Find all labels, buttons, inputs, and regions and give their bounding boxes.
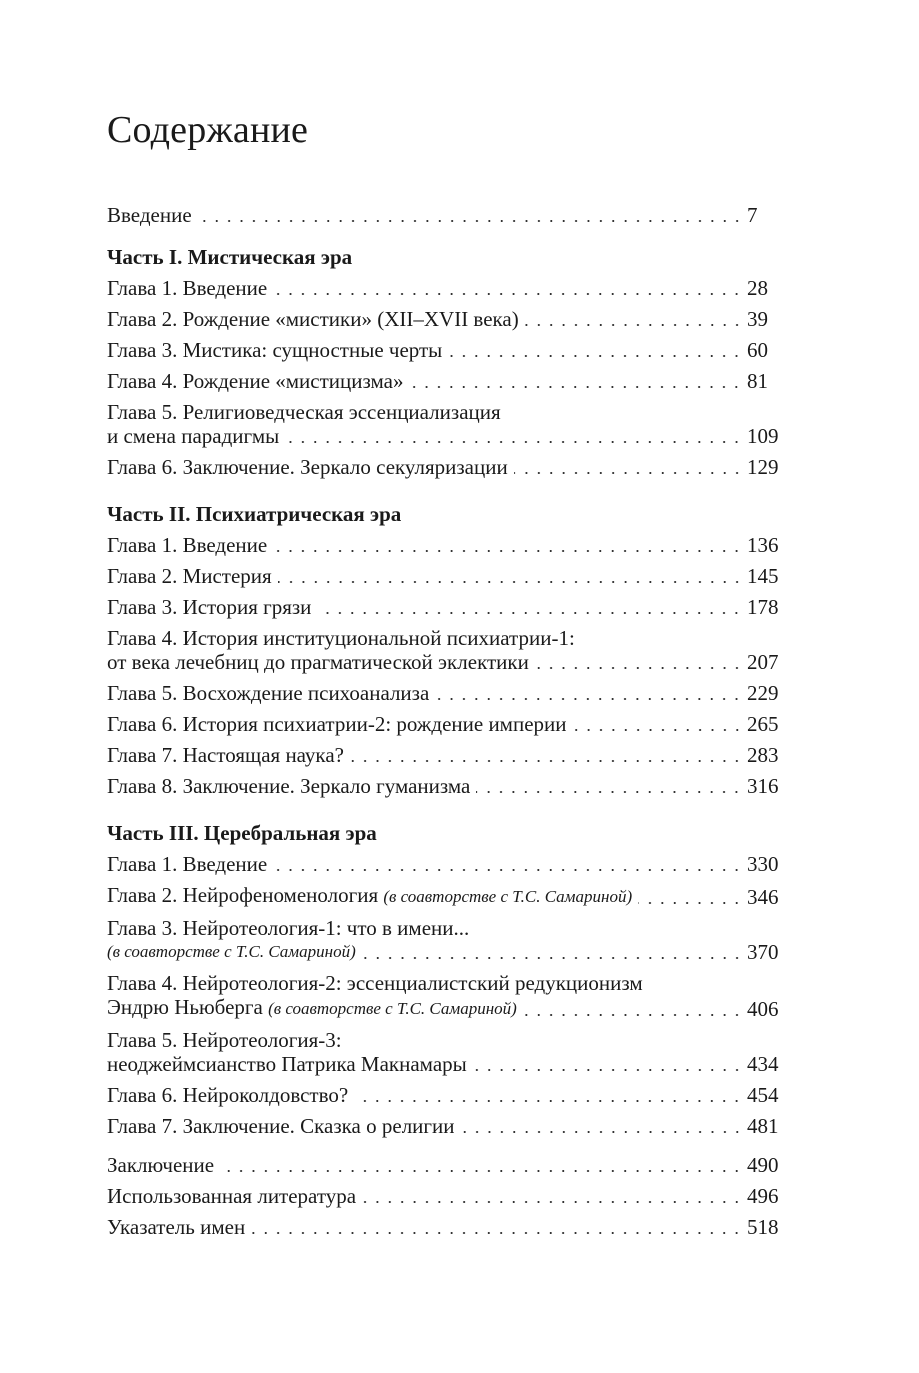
toc-entry-part3-ch3[interactable] bbox=[107, 916, 779, 964]
dot-leader bbox=[473, 1069, 743, 1071]
entry-title-line1: Глава 5. Нейротеология-3: bbox=[107, 1028, 342, 1052]
page-number: 316 bbox=[747, 774, 779, 798]
page-number: 496 bbox=[747, 1184, 779, 1208]
page-number: 229 bbox=[747, 681, 779, 705]
toc-entry-part1-ch3[interactable] bbox=[107, 338, 779, 362]
part-heading-2: Часть II. Психиатрическая эра bbox=[107, 502, 402, 526]
page-number: 39 bbox=[747, 307, 768, 331]
entry-title: Глава 1. Введение bbox=[107, 533, 268, 557]
entry-title-main: Глава 2. Нейрофеноменология bbox=[107, 883, 379, 907]
entry-title-line2-main: Эндрю Ньюберга bbox=[107, 995, 263, 1019]
coauthor-note: (в соавторстве с Т.С. Самариной) bbox=[107, 942, 356, 961]
entry-title: Использованная литература bbox=[107, 1184, 357, 1208]
entry-title: Указатель имен bbox=[107, 1215, 246, 1239]
entry-title-line2: от века лечебниц до прагматической эклектики bbox=[107, 650, 529, 674]
toc-entry-part3-ch7[interactable] bbox=[107, 1114, 779, 1138]
dot-leader bbox=[638, 902, 743, 904]
entry-title: Глава 1. Введение bbox=[107, 852, 268, 876]
entry-title-line1: Глава 4. Нейротеология-2: эссенциалистский редукционизм bbox=[107, 971, 643, 995]
dot-leader bbox=[285, 441, 743, 443]
dot-leader bbox=[220, 1170, 743, 1172]
page-number: 490 bbox=[747, 1153, 779, 1177]
toc-entry-part3-ch6[interactable] bbox=[107, 1083, 779, 1107]
toc-entry-part1-ch6[interactable] bbox=[107, 455, 779, 479]
page-number: 454 bbox=[747, 1083, 779, 1107]
dot-leader bbox=[350, 760, 743, 762]
coauthor-note: (в соавторстве с Т.С. Самариной) bbox=[268, 999, 517, 1018]
entry-title-line2: и смена парадигмы bbox=[107, 424, 280, 448]
page-number: 60 bbox=[747, 338, 768, 362]
toc-entry-part3-ch1[interactable] bbox=[107, 852, 779, 876]
part-heading-3: Часть III. Церебральная эра bbox=[107, 821, 377, 845]
dot-leader bbox=[476, 791, 743, 793]
dot-leader bbox=[251, 1232, 743, 1234]
entry-title-line1: Глава 5. Религиоведческая эссенциализация bbox=[107, 400, 501, 424]
page-number: 518 bbox=[747, 1215, 779, 1239]
page-number: 265 bbox=[747, 712, 779, 736]
entry-title: Глава 1. Введение bbox=[107, 276, 268, 300]
toc-entry-part3-ch2[interactable] bbox=[107, 883, 779, 909]
dot-leader bbox=[362, 1201, 743, 1203]
dot-leader bbox=[317, 612, 743, 614]
toc-entry-part2-ch4[interactable] bbox=[107, 626, 779, 674]
page-number: 28 bbox=[747, 276, 768, 300]
page-number: 330 bbox=[747, 852, 779, 876]
toc-entry-name-index[interactable] bbox=[107, 1215, 779, 1239]
toc-entry-part3-ch5[interactable] bbox=[107, 1028, 779, 1076]
page-number: 109 bbox=[747, 424, 779, 448]
page-number: 7 bbox=[747, 203, 758, 227]
entry-title: Глава 7. Заключение. Сказка о религии bbox=[107, 1114, 455, 1138]
page-number: 346 bbox=[747, 885, 779, 909]
page-number: 81 bbox=[747, 369, 768, 393]
entry-title: Глава 8. Заключение. Зеркало гуманизма bbox=[107, 774, 471, 798]
dot-leader bbox=[278, 581, 743, 583]
part-heading-1: Часть I. Мистическая эра bbox=[107, 245, 353, 269]
entry-title-line1: Глава 4. История институциональной психиатрии-1: bbox=[107, 626, 575, 650]
toc-entry-part1-ch1[interactable] bbox=[107, 276, 779, 300]
dot-leader bbox=[354, 1100, 743, 1102]
dot-leader bbox=[573, 729, 743, 731]
toc-entry-part2-ch3[interactable] bbox=[107, 595, 779, 619]
toc-entry-bibliography[interactable] bbox=[107, 1184, 779, 1208]
page-number: 406 bbox=[747, 997, 779, 1021]
dot-leader bbox=[461, 1131, 743, 1133]
coauthor-note: (в соавторстве с Т.С. Самариной) bbox=[383, 887, 633, 906]
page-number: 283 bbox=[747, 743, 779, 767]
entry-title: Глава 2. Мистерия bbox=[107, 564, 272, 588]
dot-leader bbox=[523, 1014, 743, 1016]
entry-title: Глава 4. Рождение «мистицизма» bbox=[107, 369, 404, 393]
toc-entry-part1-ch2[interactable] bbox=[107, 307, 779, 331]
page-number: 434 bbox=[747, 1052, 779, 1076]
dot-leader bbox=[448, 355, 743, 357]
page-number: 178 bbox=[747, 595, 779, 619]
dot-leader bbox=[273, 869, 743, 871]
entry-title: Глава 3. История грязи bbox=[107, 595, 312, 619]
page-number: 145 bbox=[747, 564, 779, 588]
entry-title: Глава 6. История психиатрии-2: рождение империи bbox=[107, 712, 567, 736]
dot-leader bbox=[409, 386, 743, 388]
dot-leader bbox=[198, 220, 743, 222]
entry-title: Глава 7. Настоящая наука? bbox=[107, 743, 344, 767]
page-title: Содержание bbox=[107, 109, 309, 151]
toc-entry-part2-ch7[interactable] bbox=[107, 743, 779, 767]
entry-title-line2 bbox=[107, 995, 517, 1021]
entry-title: Глава 2. Рождение «мистики» (XII–XVII века) bbox=[107, 307, 519, 331]
toc-entry-part2-ch2[interactable] bbox=[107, 564, 779, 588]
toc-entry-part2-ch6[interactable] bbox=[107, 712, 779, 736]
dot-leader bbox=[535, 667, 743, 669]
toc-entry-part3-ch4[interactable] bbox=[107, 971, 779, 1021]
toc-entry-part2-ch5[interactable] bbox=[107, 681, 779, 705]
page-number: 207 bbox=[747, 650, 779, 674]
entry-title: Глава 5. Восхождение психоанализа bbox=[107, 681, 430, 705]
dot-leader bbox=[273, 550, 743, 552]
page-number: 129 bbox=[747, 455, 779, 479]
entry-title bbox=[107, 883, 632, 909]
dot-leader bbox=[362, 957, 743, 959]
entry-title: Глава 6. Нейроколдовство? bbox=[107, 1083, 349, 1107]
page-number: 370 bbox=[747, 940, 779, 964]
toc-entry-part2-ch1[interactable] bbox=[107, 533, 779, 557]
toc-entry-intro[interactable] bbox=[107, 203, 779, 227]
entry-title: Заключение bbox=[107, 1153, 215, 1177]
toc-entry-part1-ch4[interactable] bbox=[107, 369, 779, 393]
toc-entry-part2-ch8[interactable] bbox=[107, 774, 779, 798]
dot-leader bbox=[525, 324, 743, 326]
dot-leader bbox=[273, 293, 743, 295]
dot-leader bbox=[514, 472, 743, 474]
toc-entry-part1-ch5[interactable] bbox=[107, 400, 779, 448]
entry-title-line2: неоджеймсианство Патрика Макнамары bbox=[107, 1052, 467, 1076]
entry-title-line1: Глава 3. Нейротеология-1: что в имени... bbox=[107, 916, 470, 940]
entry-title: Глава 3. Мистика: сущностные черты bbox=[107, 338, 443, 362]
table-of-contents bbox=[107, 203, 779, 1246]
page-number: 136 bbox=[747, 533, 779, 557]
entry-title: Введение bbox=[107, 203, 192, 227]
page-number: 481 bbox=[747, 1114, 779, 1138]
toc-entry-conclusion[interactable] bbox=[107, 1153, 779, 1177]
dot-leader bbox=[435, 698, 743, 700]
entry-title: Глава 6. Заключение. Зеркало секуляризации bbox=[107, 455, 508, 479]
